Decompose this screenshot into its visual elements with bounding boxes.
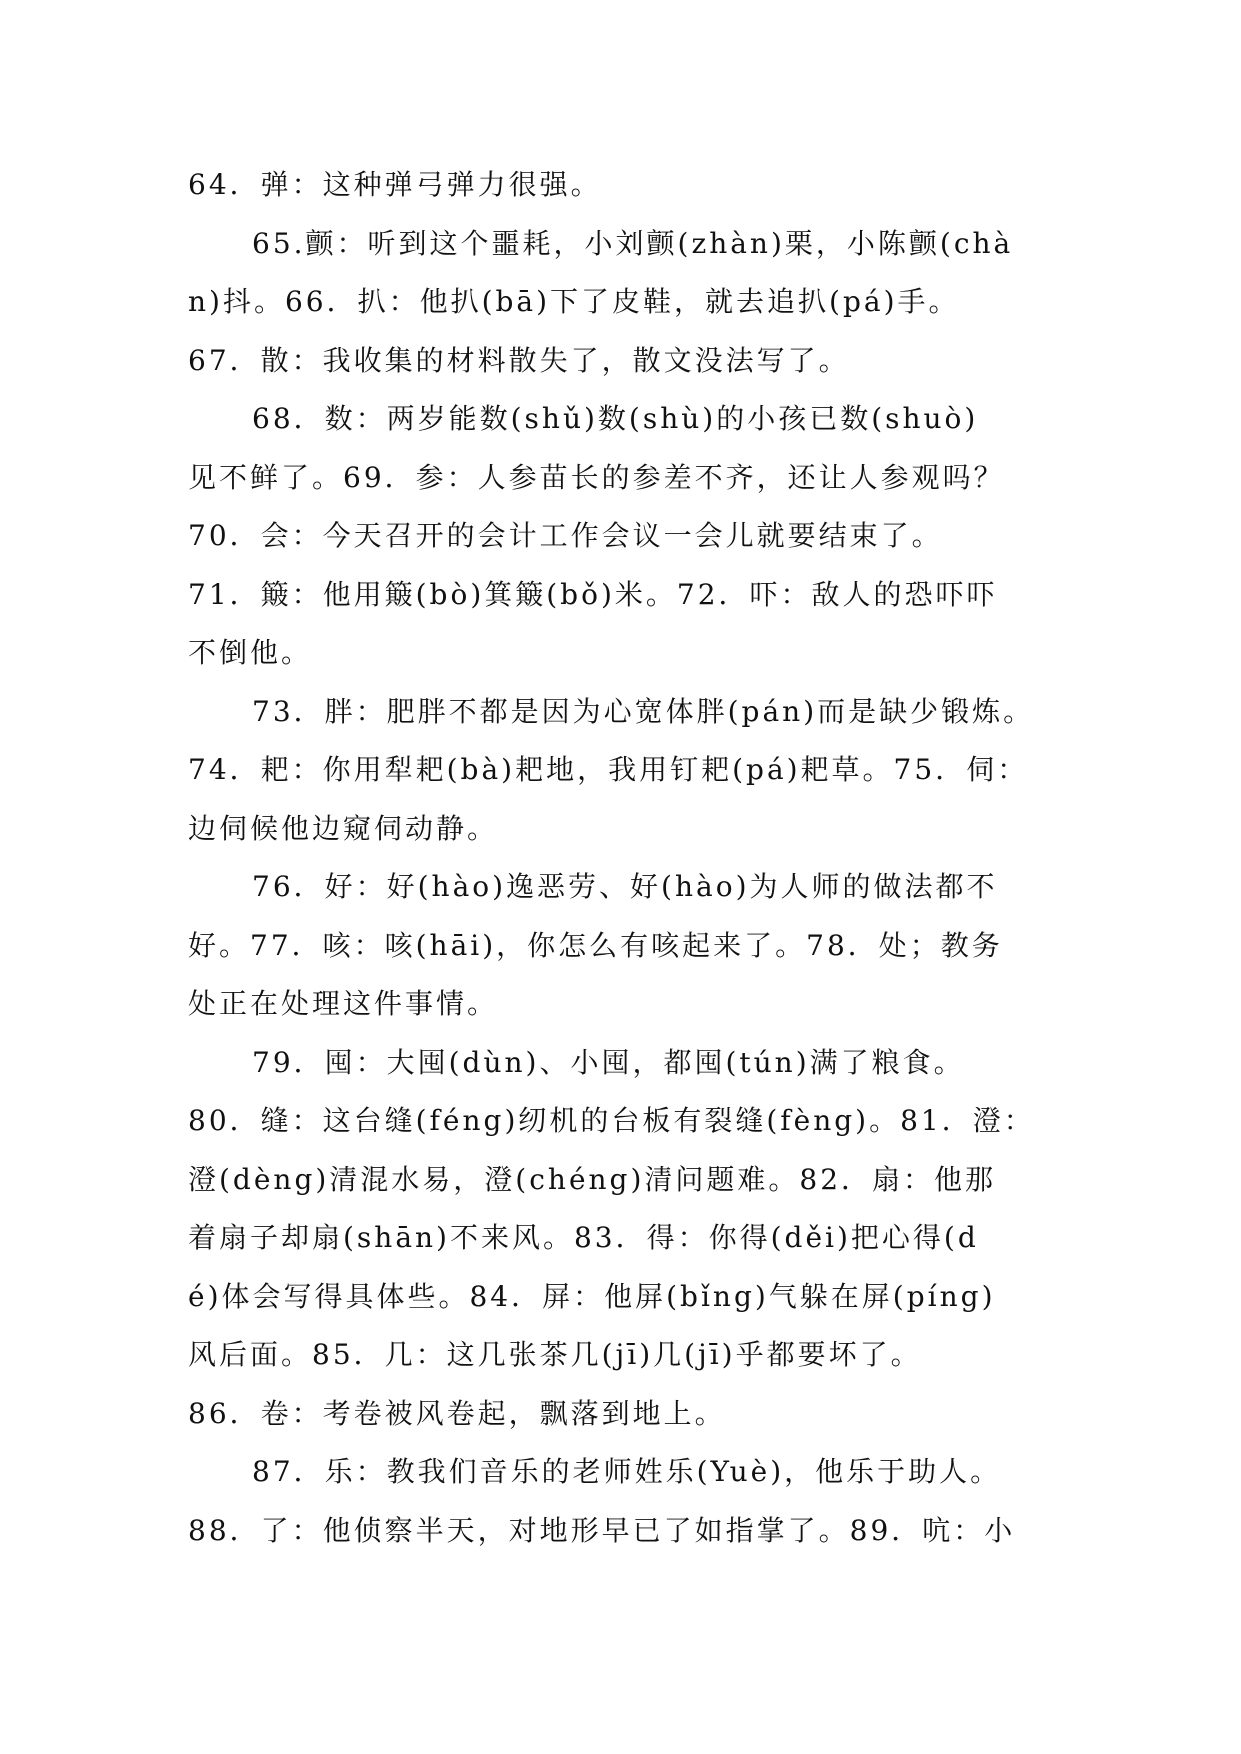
text-line: 87．乐：教我们音乐的老师姓乐(Yuè)，他乐于助人。 bbox=[252, 1455, 1002, 1488]
text-line: 80．缝：这台缝(féng)纫机的台板有裂缝(fèng)。81．澄： bbox=[188, 1104, 1035, 1137]
text-line: 着扇子却扇(shān)不来风。83．得：你得(děi)把心得(d bbox=[188, 1221, 979, 1254]
text-line: 65.颤：听到这个噩耗，小刘颤(zhàn)栗，小陈颤(chà bbox=[252, 226, 1014, 260]
text-line: 67．散：我收集的材料散失了，散文没法写了。 bbox=[188, 343, 850, 377]
text-line: 76．好：好(hào)逸恶劳、好(hào)为人师的做法都不 bbox=[252, 870, 998, 903]
text-line: 好。77．咳：咳(hāi)，你怎么有咳起来了。78．处；教务 bbox=[188, 928, 1003, 962]
document-body bbox=[188, 156, 1088, 1560]
text-line: 86．卷：考卷被风卷起，飘落到地上。 bbox=[188, 1396, 726, 1430]
text-line: 不倒他。 bbox=[188, 636, 313, 669]
text-line: n)抖。66．扒：他扒(bā)下了皮鞋，就去追扒(pá)手。 bbox=[188, 285, 960, 318]
text-line: 见不鲜了。69．参：人参苗长的参差不齐，还让人参观吗？ bbox=[188, 460, 1005, 494]
text-line: 边伺候他边窥伺动静。 bbox=[188, 811, 499, 845]
text-line: 澄(dèng)清混水易，澄(chéng)清问题难。82．扇：他那 bbox=[188, 1162, 997, 1196]
text-line: 70．会：今天召开的会计工作会议一会儿就要结束了。 bbox=[188, 519, 943, 552]
text-line: 68．数：两岁能数(shǔ)数(shù)的小孩已数(shuò) bbox=[252, 402, 979, 435]
text-line: 风后面。85．几：这几张茶几(jī)几(jī)乎都要坏了。 bbox=[188, 1338, 922, 1371]
text-line: 处正在处理这件事情。 bbox=[188, 987, 499, 1020]
text-line: é)体会写得具体些。84．屏：他屏(bǐng)气躲在屏(píng) bbox=[188, 1279, 996, 1313]
text-line: 73．胖：肥胖不都是因为心宽体胖(pán)而是缺少锻炼。 bbox=[252, 694, 1035, 728]
text-line: 64．弹：这种弹弓弹力很强。 bbox=[188, 168, 602, 201]
text-line: 71．簸：他用簸(bò)箕簸(bǒ)米。72．吓：敌人的恐吓吓 bbox=[188, 577, 998, 611]
text-line: 88．了：他侦察半天，对地形早已了如指掌了。89．吭：小 bbox=[188, 1513, 1016, 1547]
text-line: 74．耙：你用犁耙(bà)耙地，我用钉耙(pá)耙草。75．伺： bbox=[188, 753, 1029, 786]
text-line: 79．囤：大囤(dùn)、小囤，都囤(tún)满了粮食。 bbox=[252, 1045, 965, 1079]
